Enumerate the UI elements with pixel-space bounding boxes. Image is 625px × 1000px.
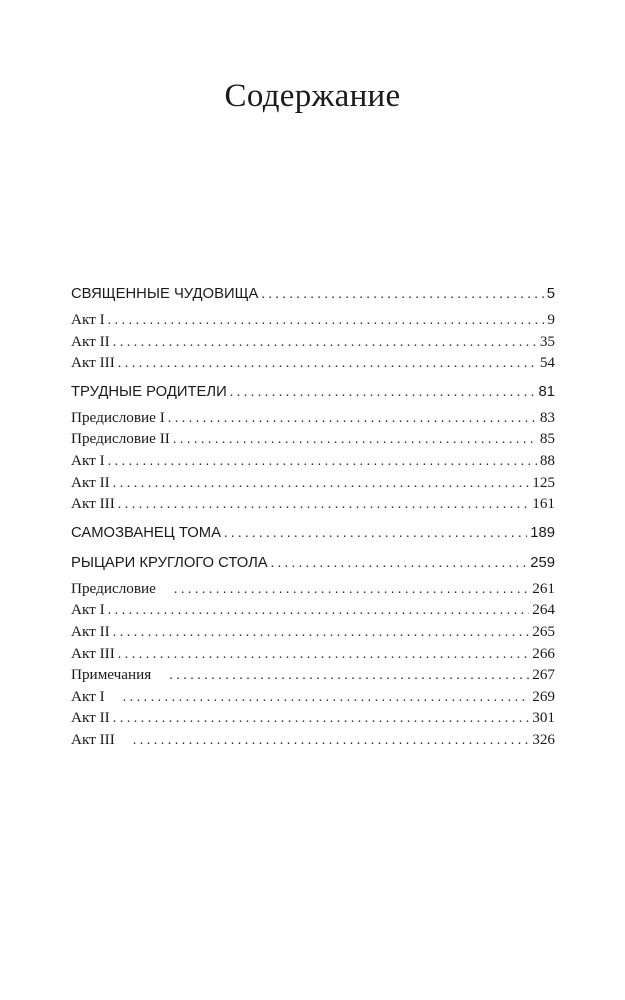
toc-page-number: 5 <box>546 286 555 302</box>
toc-entry[interactable] <box>71 332 555 354</box>
toc-page-number: 83 <box>539 408 555 426</box>
toc-part-title: СВЯЩЕННЫЕ ЧУДОВИЩА <box>71 286 259 302</box>
toc-section <box>71 521 555 546</box>
dot-leader <box>113 622 530 644</box>
toc-entry[interactable] <box>71 473 555 495</box>
dot-leader <box>230 380 536 405</box>
toc-page-number: 301 <box>532 709 555 727</box>
toc-page-number: 269 <box>532 687 555 705</box>
toc-part-entry[interactable] <box>71 551 555 576</box>
toc-section <box>71 551 555 752</box>
dot-leader <box>118 353 537 375</box>
toc-entry[interactable] <box>71 644 555 666</box>
dot-leader <box>113 332 537 354</box>
toc-entry[interactable] <box>71 665 555 687</box>
toc-page-number: 266 <box>532 644 555 662</box>
toc-page-number: 259 <box>530 554 555 571</box>
toc-section <box>71 380 555 516</box>
dot-leader <box>261 282 543 307</box>
toc-entry[interactable] <box>71 494 555 516</box>
dot-leader <box>118 494 529 516</box>
toc-part-title: САМОЗВАНЕЦ ТОМА <box>71 524 221 541</box>
toc-entry-label: Предисловие I <box>71 408 165 426</box>
toc-entry-label: Акт III <box>71 354 115 372</box>
toc-entry-label: Акт III <box>71 730 115 748</box>
dot-leader <box>133 730 529 752</box>
toc-entry[interactable] <box>71 429 555 451</box>
table-of-contents <box>71 282 555 752</box>
dot-leader <box>118 644 529 666</box>
toc-entry[interactable] <box>71 353 555 375</box>
dot-leader <box>108 310 545 332</box>
toc-page-number: 267 <box>532 666 555 684</box>
toc-part-entry[interactable] <box>71 521 555 546</box>
dot-leader <box>168 408 537 430</box>
toc-entry-label: Предисловие II <box>71 430 170 448</box>
toc-entry[interactable] <box>71 408 555 430</box>
toc-entry-label: Акт I <box>71 311 105 328</box>
page-title: Содержание <box>224 78 401 114</box>
toc-entry-label: Предисловие <box>71 579 156 597</box>
dot-leader <box>113 473 530 495</box>
toc-entry-label: Акт II <box>71 709 110 727</box>
dot-leader <box>113 708 530 730</box>
toc-entry-label: Акт III <box>71 495 115 513</box>
toc-entry-label: Акт I <box>71 687 105 705</box>
toc-entry-label: Акт II <box>71 473 110 491</box>
dot-leader <box>108 600 530 622</box>
toc-entry-label: Акт I <box>71 601 105 619</box>
toc-entry[interactable] <box>71 687 555 709</box>
toc-page-number: 54 <box>539 354 555 372</box>
toc-entry[interactable] <box>71 730 555 752</box>
toc-page-number: 9 <box>547 311 555 328</box>
toc-page-number: 161 <box>532 495 555 513</box>
dot-leader <box>108 451 537 473</box>
toc-page-number: 85 <box>539 430 555 448</box>
toc-page-number: 88 <box>539 451 555 469</box>
toc-entry[interactable] <box>71 310 555 332</box>
toc-entry-label: Акт III <box>71 644 115 662</box>
toc-entry[interactable] <box>71 708 555 730</box>
toc-entry-label: Примечания <box>71 666 152 684</box>
dot-leader <box>174 579 529 601</box>
dot-leader <box>173 429 537 451</box>
toc-page-number: 125 <box>532 473 555 491</box>
dot-leader <box>169 665 529 687</box>
dot-leader <box>271 551 528 576</box>
toc-entry[interactable] <box>71 579 555 601</box>
toc-part-entry[interactable] <box>71 282 555 307</box>
toc-part-entry[interactable] <box>71 380 555 405</box>
toc-entry-label: Акт II <box>71 332 110 350</box>
toc-entry-label: Акт II <box>71 622 110 640</box>
toc-page-number: 35 <box>539 332 555 350</box>
toc-page-number: 261 <box>532 579 555 597</box>
toc-page-number: 265 <box>532 622 555 640</box>
toc-entry-label: Акт I <box>71 451 105 469</box>
toc-page-number: 189 <box>530 524 555 541</box>
toc-entry[interactable] <box>71 451 555 473</box>
toc-section <box>71 282 555 375</box>
toc-part-title: ТРУДНЫЕ РОДИТЕЛИ <box>71 383 227 400</box>
toc-page-number: 326 <box>532 730 555 748</box>
toc-page-number: 264 <box>532 601 555 619</box>
toc-part-title: РЫЦАРИ КРУГЛОГО СТОЛА <box>71 554 268 571</box>
toc-entry[interactable] <box>71 622 555 644</box>
toc-page-number: 81 <box>538 383 555 400</box>
dot-leader <box>123 687 530 709</box>
toc-entry[interactable] <box>71 600 555 622</box>
dot-leader <box>224 521 527 546</box>
